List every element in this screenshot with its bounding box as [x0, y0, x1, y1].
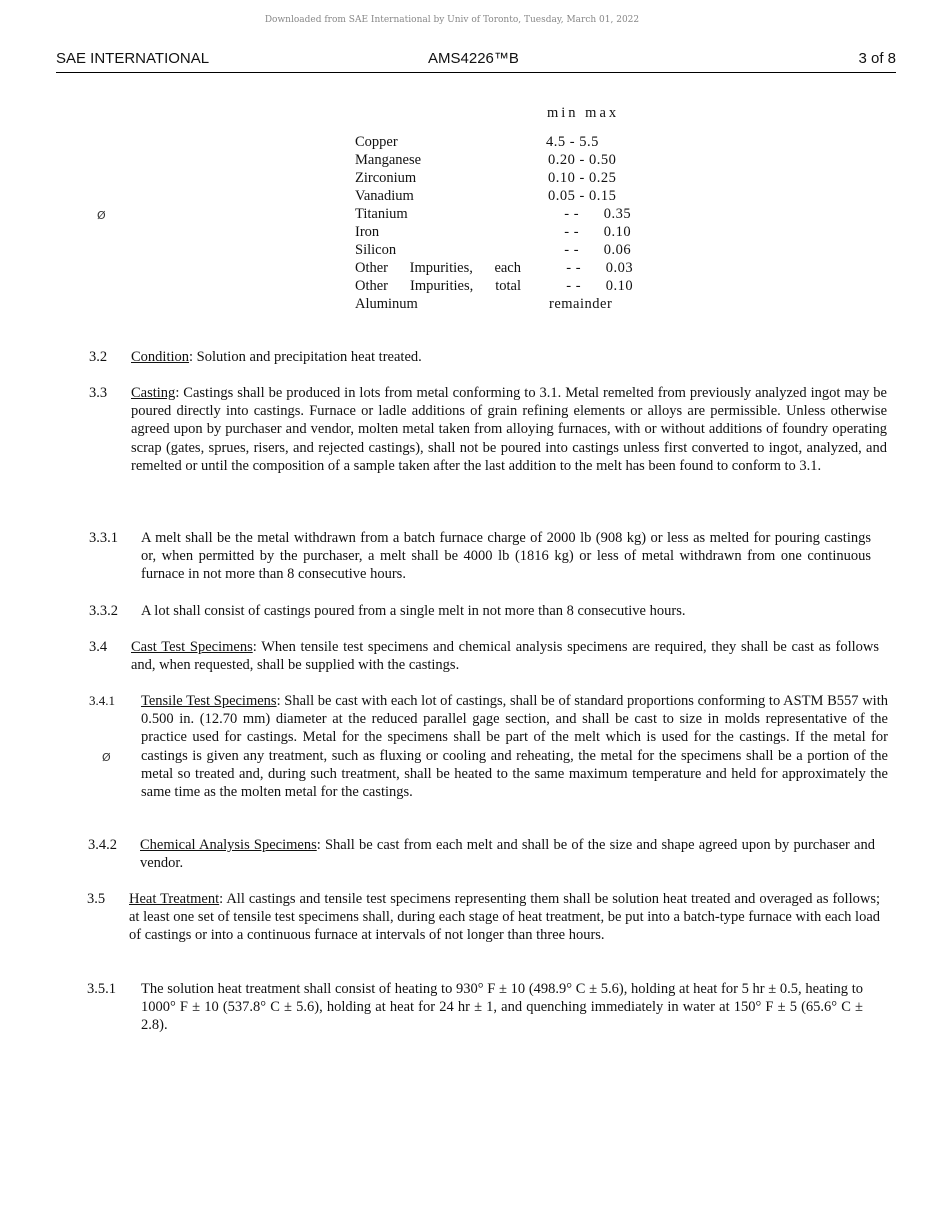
composition-row	[355, 224, 655, 242]
element-range: 0.05 - 0.15	[548, 188, 617, 204]
element-range: - - 0.06	[556, 242, 632, 258]
paragraph-title: Tensile Test Specimens	[141, 693, 277, 709]
element-range: - - 0.10	[556, 224, 632, 240]
element-name: Iron	[355, 224, 380, 240]
element-name: Manganese	[355, 152, 422, 168]
element-range: 0.10 - 0.25	[548, 170, 617, 186]
revision-mark: Ø	[102, 751, 111, 764]
element-range: 4.5 - 5.5	[546, 134, 599, 150]
page-number: 3 of 8	[858, 50, 896, 67]
paragraph-text: : Shall be cast with each lot of castings, shall be of standard proportions conforming to ASTM B557 with 0.500 in. (12.70 mm) diameter at the reduced parallel gage section, and shall be cast to size in molds representative of the practice used for castings. Metal for the specimens shall be part of the melt which is used for the castings. If the metal for castings is given any treatment, such as fluxing or cooling and reheating, the metal for the specimens shall be a portion of the metal so treated and, during such treatment, shall be heated to the same maximum temperature and held for approximately the same time as the molten metal for the castings.	[141, 693, 888, 801]
paragraph-title: Cast Test Specimens	[131, 639, 253, 655]
paragraph-number: 3.3	[89, 385, 108, 401]
paragraph-number: 3.2	[89, 349, 108, 365]
element-name: Aluminum	[355, 296, 418, 312]
paragraph-title: Chemical Analysis Specimens	[140, 837, 317, 853]
revision-mark: Ø	[97, 209, 106, 222]
paragraph-number: 3.3.1	[89, 530, 118, 546]
element-name: Titanium	[355, 206, 408, 222]
element-name: Other Impurities, total	[355, 278, 521, 294]
element-name: Silicon	[355, 242, 397, 258]
paragraph-text: : When tensile test specimens and chemical analysis specimens are required, they shall be cast as follows and, when requested, shall be supplied with the castings.	[131, 639, 879, 674]
element-name: Copper	[355, 134, 398, 150]
paragraph-number: 3.4.1	[89, 693, 115, 708]
paragraph-text: The solution heat treatment shall consist of heating to 930° F ± 10 (498.9° C ± 5.6), holding at heat for 5 hr ± 0.5, heating to 1000° F ± 10 (537.8° C ± 5.6), holding at heat for 24 hr ± 1, and quenching immediately in water at 150° F ± 5 (65.6° C ± 2.8).	[141, 981, 863, 1034]
page-header	[56, 50, 896, 73]
composition-row	[355, 242, 655, 260]
publisher-name: SAE INTERNATIONAL	[56, 50, 210, 67]
composition-row	[355, 152, 655, 170]
composition-column-headers: min max	[547, 105, 620, 121]
composition-row	[355, 296, 655, 314]
element-name: Vanadium	[355, 188, 414, 204]
download-note: Downloaded from SAE International by Univ of Toronto, Tuesday, March 01, 2022	[264, 15, 640, 25]
paragraph-text: : All castings and tensile test specimens representing them shall be solution heat treated and overaged as follows; at least one set of tensile test specimens shall, during each stage of heat treatment, be put into a batch-type furnace with each load of castings or into a continuous furnace at intervals of not longer than three hours.	[129, 891, 880, 944]
paragraph-text: : Solution and precipitation heat treated.	[189, 349, 422, 365]
element-name: Other Impurities, each	[355, 260, 521, 276]
element-range: - - 0.35	[556, 206, 632, 222]
composition-row	[355, 188, 655, 206]
element-range: 0.20 - 0.50	[548, 152, 617, 168]
composition-row	[355, 170, 655, 188]
document-number: AMS4226™B	[428, 50, 519, 67]
composition-row	[355, 260, 655, 278]
element-range: - - 0.10	[558, 278, 634, 294]
paragraph-number: 3.5.1	[87, 981, 116, 997]
paragraph-text: A lot shall consist of castings poured from a single melt in not more than 8 consecutive hours.	[141, 603, 686, 619]
paragraph-title: Casting	[131, 385, 176, 401]
element-range: - - 0.03	[558, 260, 634, 276]
paragraph-number: 3.5	[87, 891, 106, 907]
paragraph-number: 3.4.2	[88, 837, 117, 853]
composition-row	[355, 278, 655, 296]
paragraph-title: Condition	[131, 349, 190, 365]
paragraph-text: A melt shall be the metal withdrawn from a batch furnace charge of 2000 lb (908 kg) or less as melted for pouring castings or, when permitted by the purchaser, a melt shall be 4000 lb (1816 kg) or less of metal withdrawn from one continuous furnace in not more than 8 consecutive hours.	[141, 530, 871, 583]
paragraph-title: Heat Treatment	[129, 891, 220, 907]
element-range: remainder	[549, 296, 613, 312]
paragraph-number: 3.4	[89, 639, 108, 655]
paragraph-number: 3.3.2	[89, 603, 118, 619]
composition-row	[355, 134, 655, 152]
composition-row	[355, 206, 655, 224]
paragraph-text: : Castings shall be produced in lots from metal conforming to 3.1. Metal remelted from previously analyzed ingot may be poured directly into castings. Furnace or ladle additions of grain refining elements or alloys are permissible. Unless otherwise agreed upon by purchaser and vendor, molten metal taken from alloying furnaces, with or without additions of foundry operating scrap (gates, sprues, risers, and rejected castings), shall not be poured into castings unless first converted to ingot, analyzed, and remelted or until the composition of a sample taken after the last addition to the melt has been found to conform to 3.1.	[131, 385, 887, 474]
element-name: Zirconium	[355, 170, 417, 186]
paragraph-text: : Shall be cast from each melt and shall be of the size and shape agreed upon by purchaser and vendor.	[140, 837, 875, 872]
